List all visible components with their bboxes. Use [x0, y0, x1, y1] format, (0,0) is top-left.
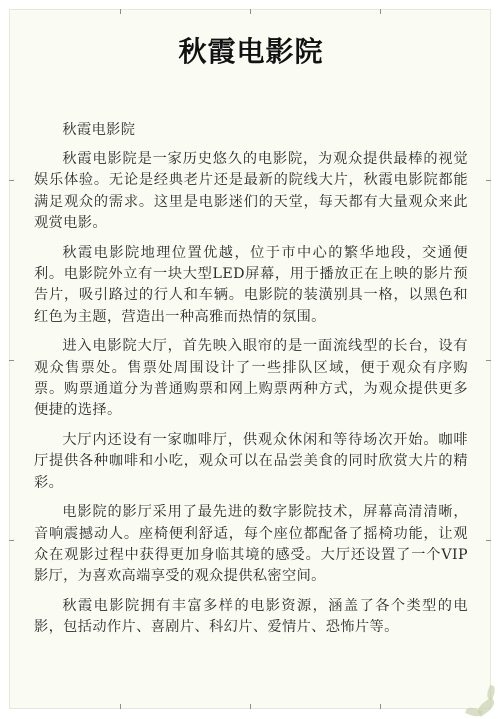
paragraph: 进入电影院大厅，首先映入眼帘的是一面流线型的长台，设有观众售票处。售票处周围设计了一些排队区域，便于观众有序购票。购票通道分为普通购票和网上购票两种方式，为观众提供更多便捷的选择。	[34, 338, 468, 419]
frame-tick	[9, 540, 14, 541]
paragraph: 大厅内还设有一家咖啡厅，供观众休闲和等待场次开始。咖啡厅提供各种咖啡和小吃，观众可以在品尝美食的同时欣赏大片的精彩。	[34, 431, 468, 491]
frame-tick	[486, 540, 491, 541]
frame-tick	[380, 9, 381, 14]
frame-tick	[120, 9, 121, 14]
document-body	[34, 30, 468, 639]
frame-tick	[250, 704, 251, 709]
paragraph: 秋霞电影院是一家历史悠久的电影院，为观众提供最棒的视觉娱乐体验。无论是经典老片还是最新的院线大片，秋霞电影院都能满足观众的需求。这里是电影迷们的天堂，每天都有大量观众来此观赏电影。	[34, 151, 468, 232]
paragraph: 秋霞电影院拥有丰富多样的电影资源，涵盖了各个类型的电影，包括动作片、喜剧片、科幻片、爱情片、恐怖片等。	[34, 597, 468, 636]
section-heading: 秋霞电影院	[62, 122, 136, 138]
frame-tick	[120, 704, 121, 709]
page-title: 秋霞电影院	[178, 35, 324, 68]
frame-tick	[250, 9, 251, 14]
paragraph: 电影院的影厅采用了最先进的数字影院技术，屏幕高清清晰，音响震撼动人。座椅便利舒适，每个座位都配备了摇椅功能，让观众在观影过程中获得更加身临其境的感受。大厅还设置了一个VIP影厅，为喜欢高端享受的观众提供私密空间。	[34, 504, 468, 585]
paragraph: 秋霞电影院地理位置优越，位于市中心的繁华地段，交通便利。电影院外立有一块大型LED屏幕，用于播放正在上映的影片预告片，吸引路过的行人和车辆。电影院的装潢别具一格，以黑色和红色为主题，营造出一种高雅而热情的氛围。	[34, 244, 468, 325]
frame-tick	[486, 360, 491, 361]
frame-tick	[9, 180, 14, 181]
frame-tick	[9, 360, 14, 361]
frame-tick	[380, 704, 381, 709]
frame-tick	[486, 180, 491, 181]
